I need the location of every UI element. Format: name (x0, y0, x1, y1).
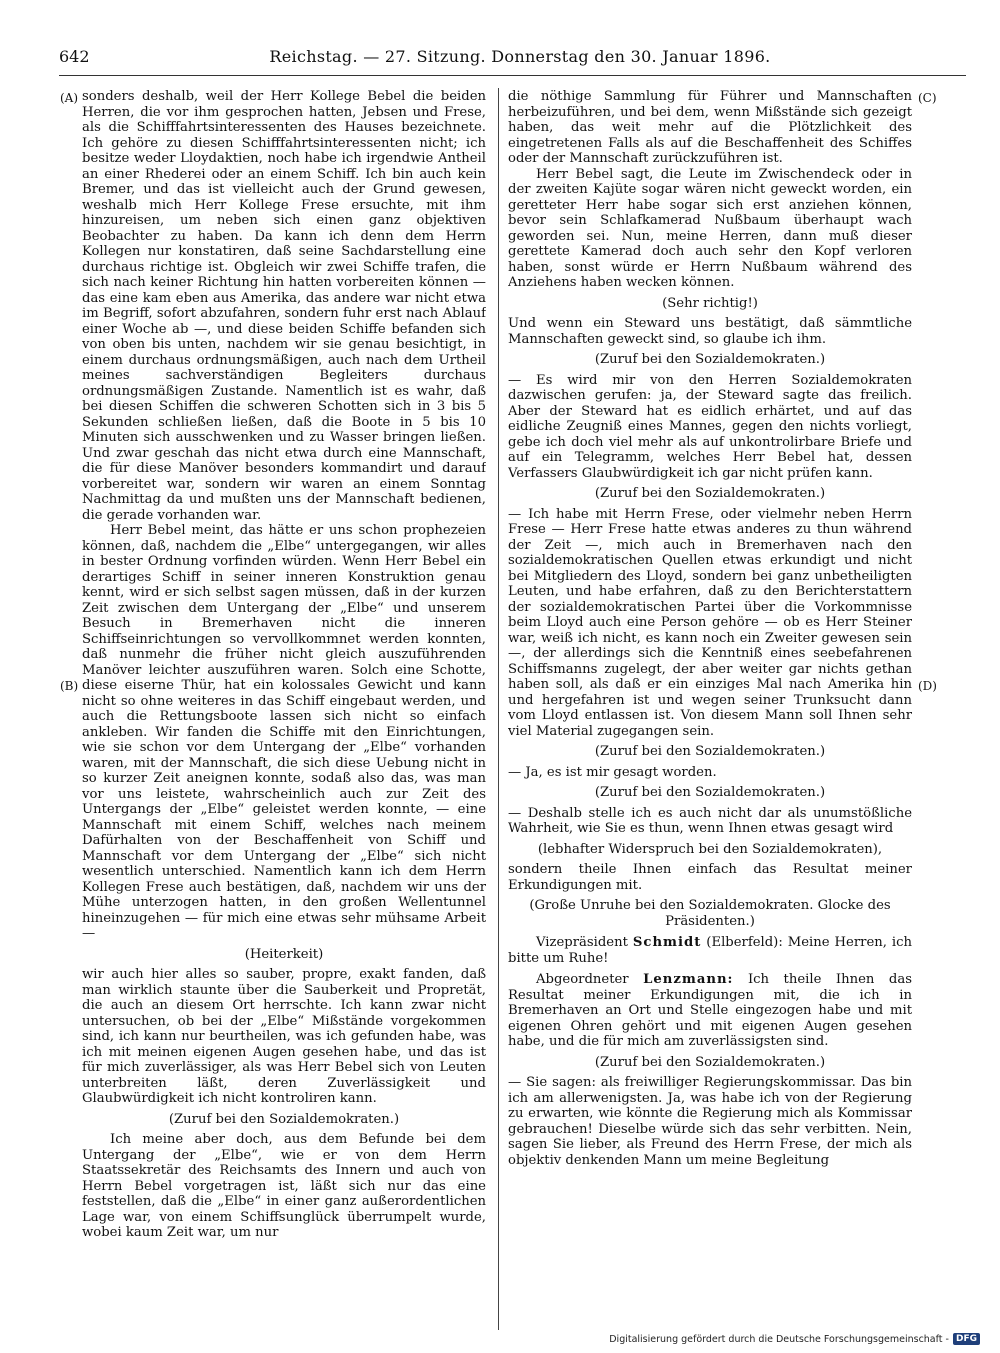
paragraph: die nöthige Sammlung für Führer und Mannschaften herbeizuführen, und bei dem, wenn Mißstände sich gezeigt haben, das weit mehr auf die Plötzlichkeit des eingetretenen Falls als auf die Beschaffenheit des Schiffes oder der Mannschaft zurückzuführen ist. (508, 89, 912, 166)
running-header: Reichstag. — 27. Sitzung. Donnerstag den 30. Januar 1896. (269, 47, 771, 66)
interjection: (Große Unruhe bei den Sozialdemokraten. Glocke des Präsidenten.) (529, 898, 891, 929)
paragraph: — Es wird mir von den Herren Sozialdemokraten dazwischen gerufen: ja, der Steward sagte das freilich. Aber der Steward hat es eidlich erhärtet, und auf das eidliche Zeugniß eines Mannes, gegen den nichts vorliegt, gebe ich doch viel mehr als auf unkontrolirbare Briefe und auf ein Telegramm, welches Herr Bebel hat, dessen Verfassers Glaubwürdigkeit ich gar nicht prüfen kann. (508, 372, 912, 481)
paragraph: Herr Bebel meint, das hätte er uns schon prophezeien können, daß, nachdem die „Elbe“ untergegangen, wir alles in bester Ordnung vorfinden würden. Wenn Herr Bebel ein derartiges Schiff in seiner inneren Konstruktion genau kennt, wird er sich selbst sagen müssen, daß in der kurzen Zeit zwischen dem Untergang der „Elbe“ und unserem Besuch in Bremerhaven nicht die inneren Schiffseinrichtungen so vervollkommnet werden konnten, daß nunmehr die früher nicht gleich auszuführenden Manöver leichter auszuführen waren. Solch eine Schotte, diese eiserne Thür, hat ein kolossales Gewicht und kann nicht so ohne weiteres in das Schiff eingebaut werden, und auch die Rettungsboote lassen sich nicht so einfach ankleben. Wir fanden die Schiffe mit den Einrichtungen, wie sie schon vor dem Untergang der „Elbe“ vorhanden waren, mit der Mannschaft, die sich diese Uebung nicht in so kurzer Zeit aneignen konnte, sodaß also das, was man vor uns leistete, wahrscheinlich auch zur Zeit des Untergangs der „Elbe“ geleistet werden konnte, — eine Mannschaft mit einem Schiff, welches nach meinem Dafürhalten von der Beschaffenheit von Schiff und Mannschaft vor dem Untergang der „Elbe“ sich nicht wesentlich unterschied. Namentlich kann ich dem Herrn Kollegen Frese auch bestätigen, daß, nachdem wir uns der Mühe unterzogen hatten, in den großen Wellentunnel hineinzugehen — für mich eine etwas sehr mühsame Arbeit — (82, 523, 486, 941)
margin-marker-b: (B) (60, 679, 79, 693)
paragraph: Ich meine aber doch, aus dem Befunde bei dem Untergang der „Elbe“, wie er von dem Herrn Staatssekretär des Reichsamts des Innern und auch von Herrn Bebel vorgetragen ist, läßt sich nur das eine feststellen, daß die „Elbe“ in einer ganz außerordentlichen Lage war, von einem Schiffsunglück überrumpelt wurde, wobei kaum Zeit war, um nur (82, 1132, 486, 1240)
header-rule (59, 75, 966, 76)
margin-marker-d: (D) (918, 679, 937, 693)
speaker-name: Schmidt (632, 935, 702, 950)
paragraph: wir auch hier alles so sauber, propre, exakt fanden, daß man wirklich staunte über die Sauberkeit und Propretät, die auch an diesem Ort herrschte. Ich kann zwar nicht untersuchen, ob bei der „Elbe“ Mißstände vorgekommen sind, ich kann nur beurtheilen, was ich gefunden habe, was ich mit meinen eigenen Augen gesehen habe, und das ist für mich zuverlässiger, als was Herr Bebel sich von Leuten unterbreiten läßt, deren Zuverlässigkeit und Glaubwürdigkeit ich nicht kontroliren kann. (82, 967, 486, 1106)
left-column (82, 89, 486, 1331)
speaker-role: Vizepräsident (536, 935, 628, 950)
interjection: (Zuruf bei den Sozialdemokraten.) (594, 785, 826, 800)
paragraph: Und wenn ein Steward uns bestätigt, daß sämmtliche Mannschaften geweckt sind, so glaube ich ihm. (508, 316, 912, 347)
interjection: (Heiterkeit) (244, 946, 324, 962)
paragraph: — Ja, es ist mir gesagt worden. (508, 764, 717, 780)
speaker-paragraph (508, 935, 912, 966)
interjection: (Zuruf bei den Sozialdemokraten.) (594, 486, 826, 501)
paragraph: Herr Bebel sagt, die Leute im Zwischendeck oder in der zweiten Kajüte sogar wären nicht geweckt worden, ein geretteter Herr habe sogar sich erst anziehen können, bevor sein Schlafkamerad Nußbaum überhaupt wach geworden sei. Nun, meine Herren, dann muß dieser gerettete Kamerad doch auch sehr den Kopf verloren haben, sonst würde er Herrn Nußbaum während des Anziehens haben wecken können. (508, 166, 912, 290)
paragraph: sonders deshalb, weil der Herr Kollege Bebel die beiden Herren, die vor ihm gesprochen hatten, Jebsen und Frese, als die Schifffahrtsinteressenten des Hauses bezeichnete. Ich gehöre zu diesen Schifffahrtsinteressenten nicht; ich besitze weder Lloydaktien, noch habe ich irgendwie Antheil an einer Rhederei oder an einem Schiff. Ich bin auch kein Bremer, und das ist vielleicht auch der Grund gewesen, weshalb mich Herr Kollege Frese ersuchte, mit ihm hinzureisen, um neben sich einen ganz objektiven Beobachter zu haben. Da kann ich denn dem Herrn Kollegen nur konstatiren, daß seine Sachdarstellung eine durchaus richtige ist. Obgleich wir zwei Schiffe trafen, die sich nach keiner Richtung hin hatten vorbereiten können — das eine kam eben aus Amerika, das andere war nicht etwa im Begriff, sofort abzufahren, sondern fuhr erst nach Ablauf einer Woche ab —, und diese beiden Schiffe befanden sich von oben bis unten, nachdem wir sie genau besichtigt, in einem durchaus ordnungsmäßigen, auch nach dem Urtheil meines sachverständigen Begleiters durchaus ordnungsmäßigen Zustande. Namentlich ist es wahr, daß bei diesen Schiffen die schweren Schotten sich in 3 bis 5 Sekunden schließen ließen, daß die Boote in 5 bis 10 Minuten sich ausschwenken und zu Wasser bringen ließen. Und zwar geschah das nicht etwa durch eine Mannschaft, die für diese Manöver besonders kommandirt und darauf vorbereitet war, sondern wir waren an einem Sonntag Nachmittag da und mußten uns der Mannschaft bedienen, die gerade vorhanden war. (82, 89, 486, 523)
speaker-name: Lenzmann: (643, 972, 734, 987)
paragraph: — Ich habe mit Herrn Frese, oder vielmehr neben Herrn Frese — Herr Frese hatte etwas anderes zu thun während der Zeit —, mich auch in Bremerhaven nach den sozialdemokratischen Quellen etwas erkundigt und nicht bei Mitgliedern des Lloyd, sondern bei ganz unbetheiligten Leuten, und habe erfahren, daß zu den Berichterstattern der sozialdemokratischen Partei über die Vorkommnisse beim Lloyd auch eine Person gehöre — ob es Herr Steiner war, weiß ich nicht, es kann noch ein Zweiter gewesen sein —, der allerdings sich die Kenntniß eines seebefahrenen Schiffsmanns zugelegt, der aber weiter gar nichts gethan haben soll, als daß er ein einziges Mal nach Amerika hin und hergefahren ist und wegen seiner Trunksucht dann vom Lloyd entlassen ist. Von diesem Mann soll Ihnen sehr viel Material zugegangen sein. (508, 506, 912, 739)
interjection: (Zuruf bei den Sozialdemokraten.) (594, 744, 826, 759)
paragraph: — Deshalb stelle ich es auch nicht dar als unumstößliche Wahrheit, wie Sie es thun, wenn Ihnen etwas gesagt wird (508, 805, 912, 836)
funding-footer (609, 1333, 980, 1345)
column-divider (498, 88, 499, 1330)
footer-text: Digitalisierung gefördert durch die Deutsche Forschungsgemeinschaft - (609, 1333, 949, 1345)
right-column (508, 89, 912, 1331)
dfg-logo: DFG (953, 1333, 980, 1345)
interjection: (Zuruf bei den Sozialdemokraten.) (594, 352, 826, 367)
interjection: (Zuruf bei den Sozialdemokraten.) (168, 1111, 400, 1127)
interjection: (lebhafter Widerspruch bei den Sozialdemokraten), (537, 841, 883, 857)
speech-text: (Elberfeld): Meine Herren, ich bitte um Ruhe! (508, 935, 912, 966)
paragraph: — Sie sagen: als freiwilliger Regierungskommissar. Das bin ich am allerwenigsten. Ja, was habe ich von der Regierung zu erwarten, wie könnte die Regierung mich als Kommissar gebrauchen! Dieselbe würde sich das sehr verbitten. Nein, sagen Sie lieber, als Freund des Herrn Frese, der mich als objektiv denkenden Mann um meine Begleitung (508, 1075, 912, 1168)
speech-text: Ich theile Ihnen das Resultat meiner Erkundigungen mit, die ich in Bremerhaven an Ort und Stelle eingezogen habe und mit eigenen Ohren gehört und mit eigenen Augen gesehen habe, und die für mich am zuverlässigsten sind. (508, 972, 912, 1049)
page-number: 642 (59, 47, 90, 66)
interjection: (Sehr richtig!) (662, 295, 758, 311)
speaker-role: Abgeordneter (536, 972, 629, 987)
margin-marker-a: (A) (60, 91, 79, 105)
speaker-paragraph (508, 972, 912, 1050)
paragraph: sondern theile Ihnen einfach das Resultat meiner Erkundigungen mit. (508, 862, 912, 893)
interjection: (Zuruf bei den Sozialdemokraten.) (594, 1054, 826, 1070)
margin-marker-c: (C) (918, 91, 937, 105)
